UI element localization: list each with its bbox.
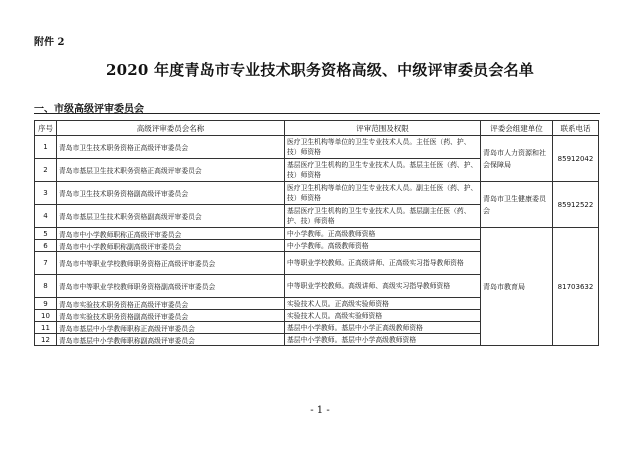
header-name: 高级评审委员会名称 [57, 121, 285, 136]
row-number: 12 [35, 334, 57, 346]
organizer: 青岛市人力资源和社会保障局 [481, 136, 553, 182]
section-heading: 一、市级高级评审委员会 [34, 104, 144, 115]
table-header-row [35, 121, 599, 136]
contact-phone: 85912042 [553, 136, 599, 182]
page-number: - 1 - [310, 405, 330, 416]
row-number: 2 [35, 159, 57, 182]
committee-scope: 基层中小学教师。基层中小学高级教师资格 [285, 334, 481, 346]
committee-scope: 中小学教师。高级教师资格 [285, 240, 481, 252]
table-row [35, 228, 599, 240]
committee-name: 青岛市中小学教师职称副高级评审委员会 [57, 240, 285, 252]
committee-scope: 中小学教师。正高级教师资格 [285, 228, 481, 240]
committee-scope: 医疗卫生机构等单位的卫生专业技术人员。主任医（药、护、技）师资格 [285, 136, 481, 159]
row-number: 7 [35, 252, 57, 275]
section-divider [34, 113, 600, 114]
committee-scope: 实验技术人员。正高级实验师资格 [285, 298, 481, 310]
committee-name: 青岛市实验技术职务资格副高级评审委员会 [57, 310, 285, 322]
committee-scope: 医疗卫生机构等单位的卫生专业技术人员。副主任医（药、护、技）师资格 [285, 182, 481, 205]
row-number: 1 [35, 136, 57, 159]
row-number: 4 [35, 205, 57, 228]
table-row [35, 136, 599, 159]
committee-scope: 基层中小学教师。基层中小学正高级教师资格 [285, 322, 481, 334]
committee-name: 青岛市基层卫生技术职务资格副高级评审委员会 [57, 205, 285, 228]
committee-name: 青岛市中小学教师职称正高级评审委员会 [57, 228, 285, 240]
table-row [35, 182, 599, 205]
committee-scope: 中等职业学校教师。正高级讲师、正高级实习指导教师资格 [285, 252, 481, 275]
contact-phone: 85912522 [553, 182, 599, 228]
organizer: 青岛市教育局 [481, 228, 553, 346]
committee-scope: 基层医疗卫生机构的卫生专业技术人员。基层主任医（药、护、技）师资格 [285, 159, 481, 182]
committee-scope: 中等职业学校教师。高级讲师、高级实习指导教师资格 [285, 275, 481, 298]
header-scope: 评审范围及权限 [285, 121, 481, 136]
committee-name: 青岛市基层中小学教师职称正高级评审委员会 [57, 322, 285, 334]
committee-name: 青岛市基层卫生技术职务资格正高级评审委员会 [57, 159, 285, 182]
row-number: 8 [35, 275, 57, 298]
committee-table [34, 120, 599, 346]
row-number: 10 [35, 310, 57, 322]
committee-name: 青岛市实验技术职务资格正高级评审委员会 [57, 298, 285, 310]
attachment-label: 附件 2 [34, 37, 65, 48]
committee-name: 青岛市基层中小学教师职称副高级评审委员会 [57, 334, 285, 346]
row-number: 5 [35, 228, 57, 240]
row-number: 11 [35, 322, 57, 334]
committee-name: 青岛市卫生技术职务资格副高级评审委员会 [57, 182, 285, 205]
committee-scope: 实验技术人员。高级实验师资格 [285, 310, 481, 322]
header-phone: 联系电话 [553, 121, 599, 136]
committee-scope: 基层医疗卫生机构的卫生专业技术人员。基层副主任医（药、护、技）师资格 [285, 205, 481, 228]
header-no: 序号 [35, 121, 57, 136]
header-org: 评委会组建单位 [481, 121, 553, 136]
organizer: 青岛市卫生健康委员会 [481, 182, 553, 228]
row-number: 9 [35, 298, 57, 310]
row-number: 6 [35, 240, 57, 252]
committee-name: 青岛市卫生技术职务资格正高级评审委员会 [57, 136, 285, 159]
row-number: 3 [35, 182, 57, 205]
contact-phone: 81703632 [553, 228, 599, 346]
document-title: 2020 年度青岛市专业技术职务资格高级、中级评审委员会名单 [106, 61, 534, 79]
committee-name: 青岛市中等职业学校教师职务资格副高级评审委员会 [57, 275, 285, 298]
committee-name: 青岛市中等职业学校教师职务资格正高级评审委员会 [57, 252, 285, 275]
